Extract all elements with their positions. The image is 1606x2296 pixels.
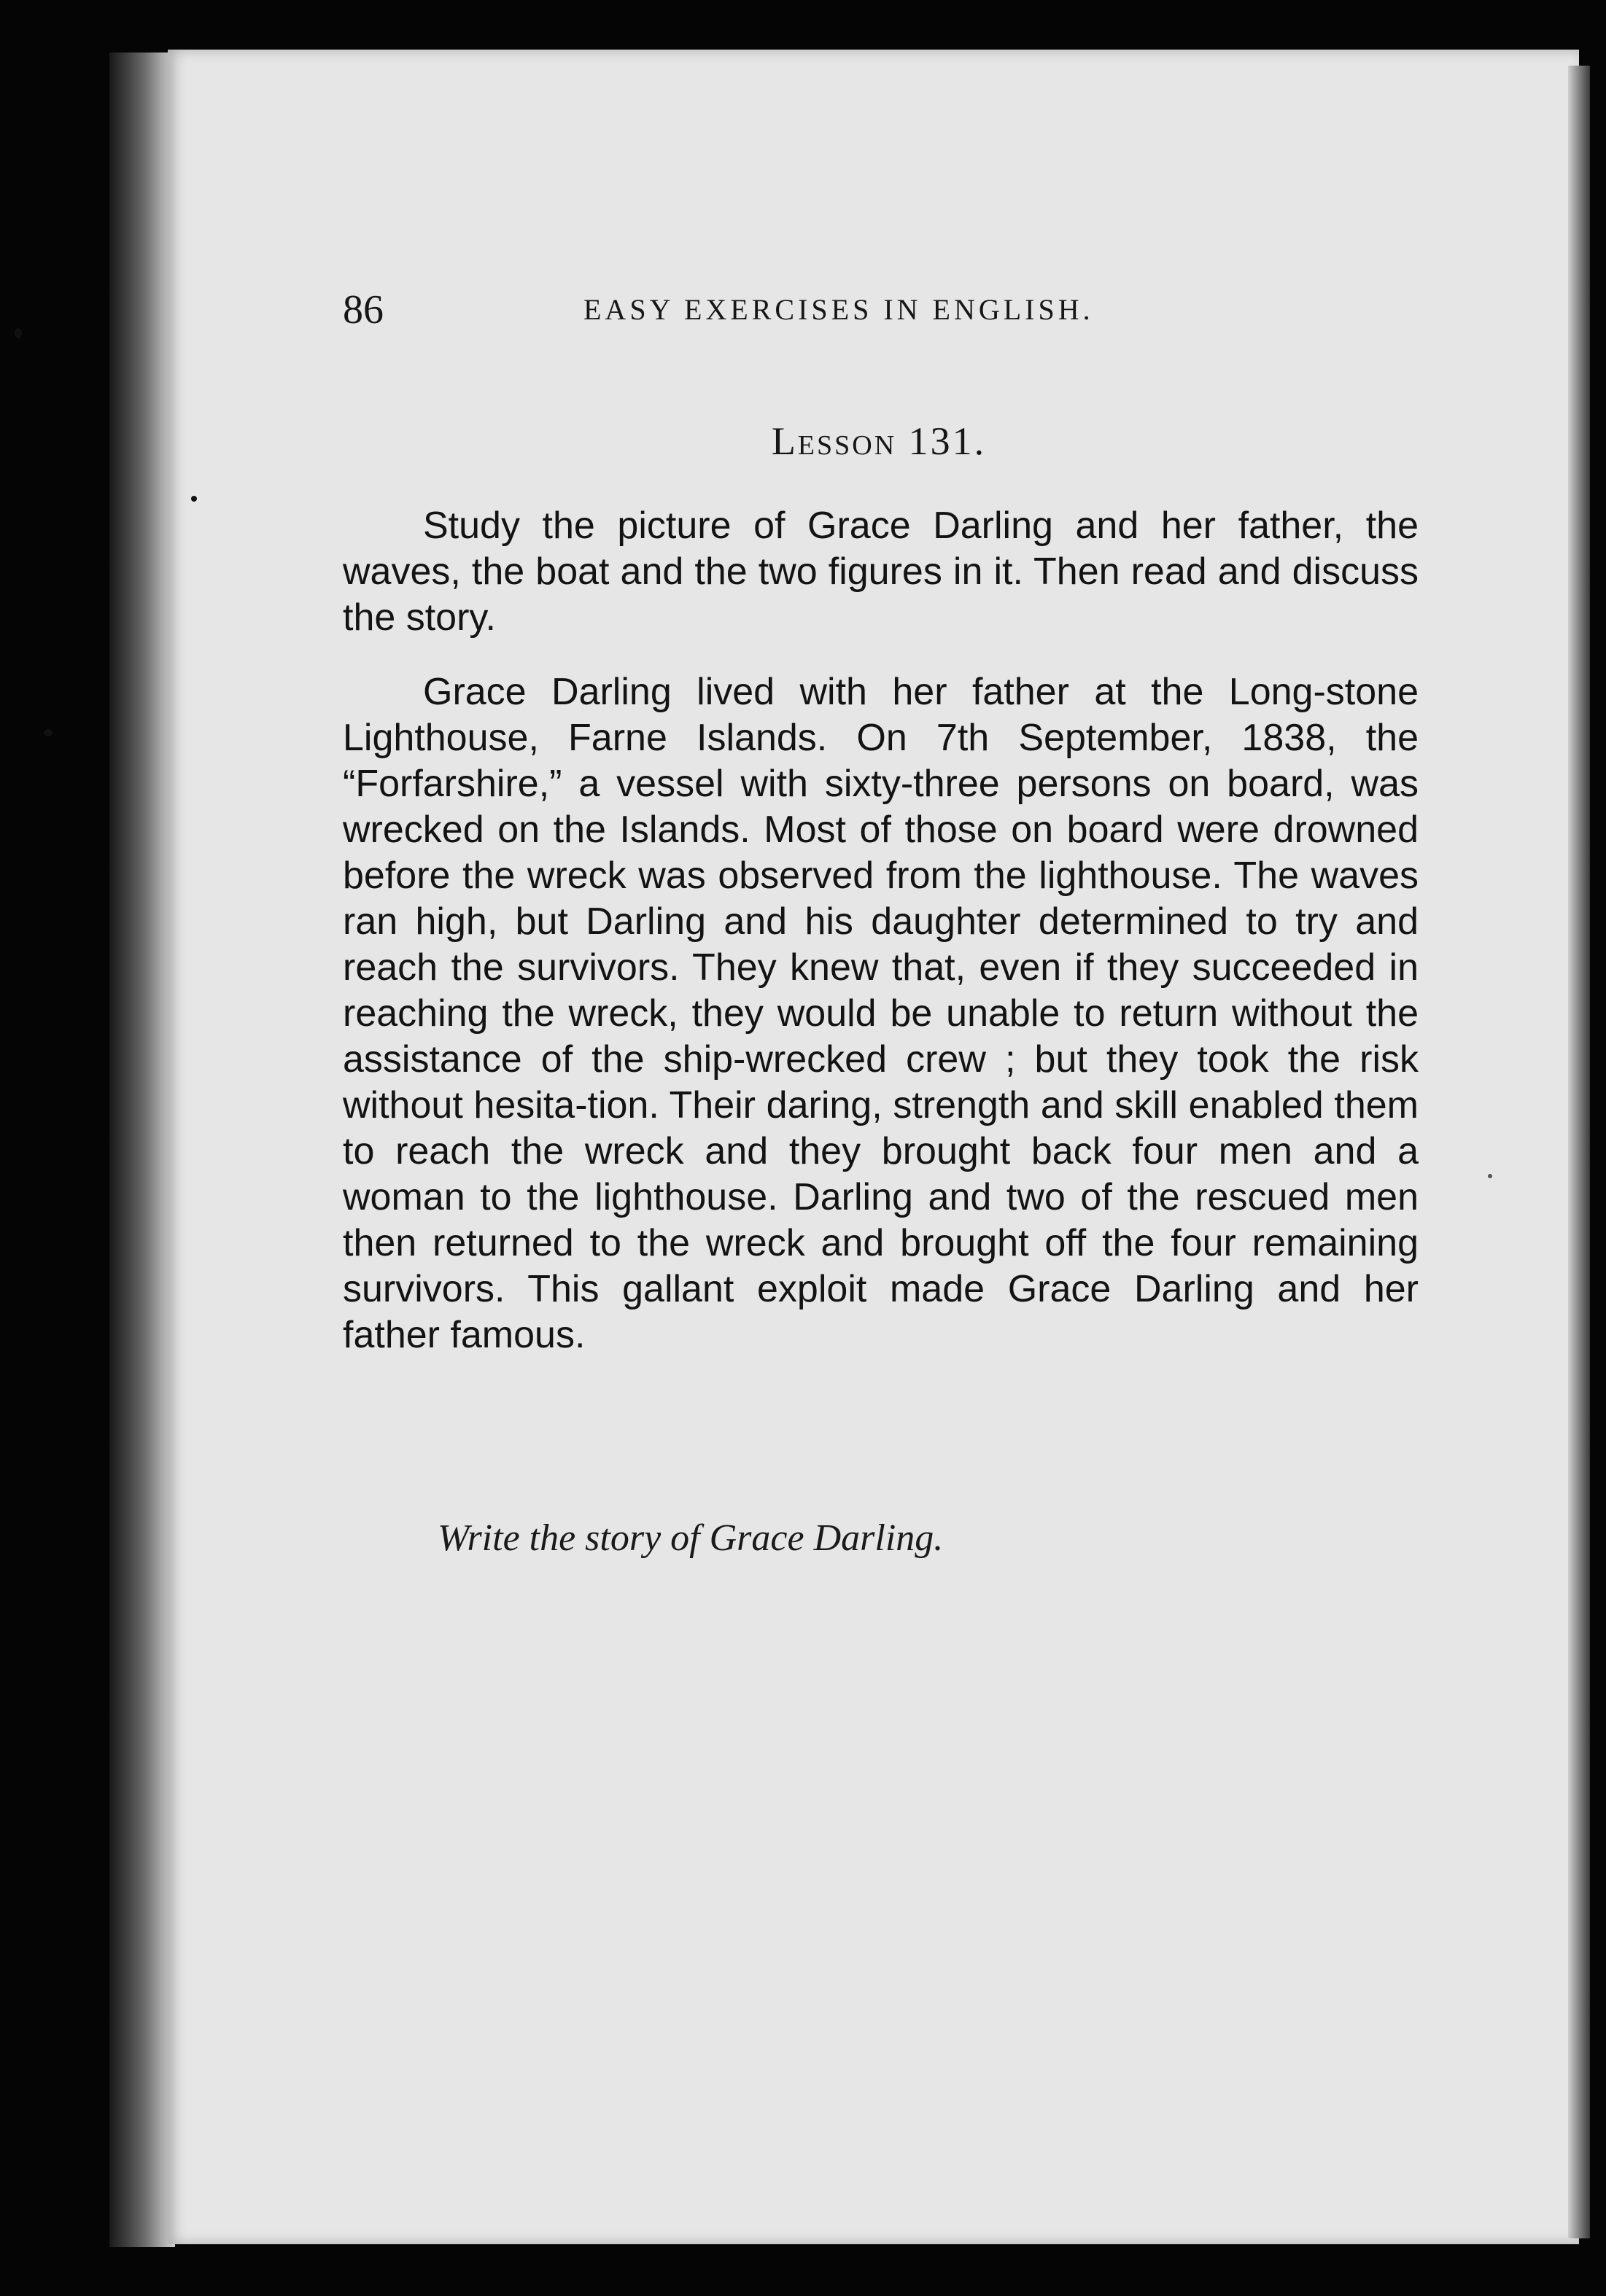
writing-task: Write the story of Grace Darling. [438, 1517, 944, 1559]
story-paragraph: Grace Darling lived with her father at the Long-stone Lighthouse, Farne Islands. On 7th September, 1838, the “Forfarshire,” a vessel with sixty-three persons on board, was wrecked on the Islands. Most of those on board were drowned before the wreck was observed from the lighthouse. The waves ran high, but Darling and his daughter determined to try and reach the survivors. They knew that, even if they succeeded in reaching the wreck, they would be unable to return without the assistance of the ship-wrecked crew ; but they took the risk without hesita-tion. Their daring, strength and skill enabled them to reach the wreck and they brought back four men and a woman to the lighthouse. Darling and two of the rescued men then returned to the wreck and brought off the four remaining survivors. This gallant exploit made Grace Darling and her father famous. [343, 671, 1419, 1356]
scan-speck [15, 328, 22, 338]
scan-speck [191, 496, 197, 502]
scan-speck [1488, 1174, 1492, 1178]
instruction-paragraph: Study the picture of Grace Darling and her father, the waves, the boat and the two figures in it. Then read and discuss the story. [343, 505, 1419, 639]
book-spine [109, 52, 175, 2247]
page-right-edge [1568, 66, 1590, 2238]
lesson-heading: Lesson 131. [771, 419, 987, 463]
running-head [343, 281, 1415, 339]
running-title: EASY EXERCISES IN ENGLISH. [583, 293, 1094, 326]
scan-speck [44, 729, 53, 736]
page-number: 86 [343, 287, 384, 332]
